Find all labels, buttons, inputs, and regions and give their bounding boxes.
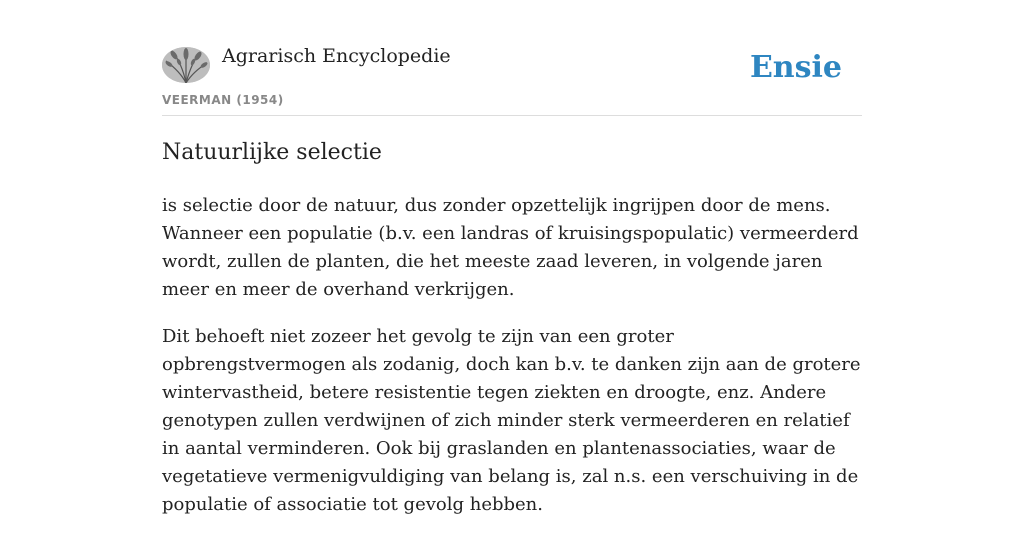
source-title[interactable]: Agrarisch Encyclopedie <box>222 45 451 67</box>
source-author-year: VEERMAN (1954) <box>162 93 284 107</box>
brand-logo[interactable]: Ensie <box>749 50 842 85</box>
page-container <box>162 0 862 515</box>
source-header <box>162 0 862 116</box>
entry-body <box>162 192 862 538</box>
body-paragraph: is selectie door de natuur, dus zonder opzettelijk ingrijpen door de mens. Wanneer een populatie (b.v. een landras of kruisingspopulatic) vermeerderd wordt, zullen de planten, die het meeste zaad leveren, in volgende jaren meer en meer de overhand verkrijgen. <box>162 195 859 300</box>
body-paragraph: Dit behoeft niet zozeer het gevolg te zijn van een groter opbrengstvermogen als zodanig, doch kan b.v. te danken zijn aan de grotere wintervastheid, betere resistentie tegen ziekten en droogte, enz. Andere genotypen zullen verdwijnen of zich minder sterk vermeerderen en relatief in aantal verminderen. Ook bij graslanden en plantenassociaties, waar de vegetatieve vermenigvuldiging van belang is, zal n.s. een verschuiving in de populatie of associatie tot gevolg hebben. <box>162 326 861 515</box>
page-title: Natuurlijke selectie <box>162 140 382 165</box>
wheat-ears-icon[interactable] <box>162 47 210 83</box>
